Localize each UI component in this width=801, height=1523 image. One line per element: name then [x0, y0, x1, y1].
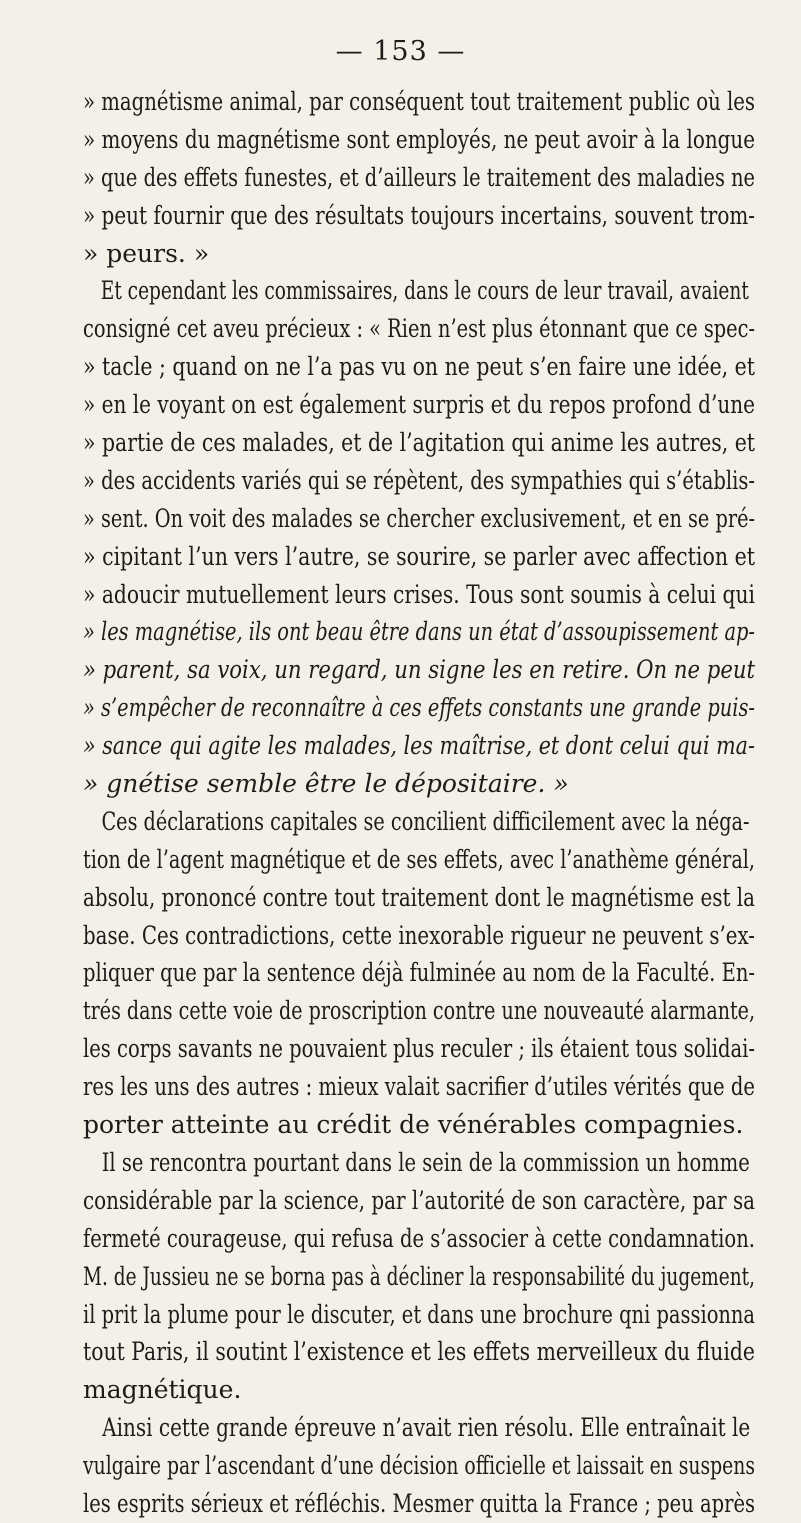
- text-line: magnétique.: [83, 1375, 242, 1405]
- body-text: [83, 83, 755, 1523]
- text-line: tion de l’agent magnétique et de ses effets, avec l’anathème général,: [83, 844, 756, 874]
- text-line: tout Paris, il soutint l’existence et les effets merveilleux du fluide: [83, 1337, 755, 1367]
- text-line: » cipitant l’un vers l’autre, se sourire, se parler avec affection et: [83, 541, 756, 571]
- text-line: » parent, sa voix, un regard, un signe les en retire. On ne peut: [83, 655, 756, 685]
- text-line: vulgaire par l’ascendant d’une décision officielle et laissait en suspens: [83, 1451, 756, 1481]
- text-line: » tacle ; quand on ne l’a pas vu on ne peut s’en faire une idée, et: [83, 352, 756, 382]
- text-line: » gnétise semble être le dépositaire. »: [83, 769, 569, 799]
- text-line: » les magnétise, ils ont beau être dans un état d’assoupissement ap-: [83, 617, 755, 647]
- text-line: base. Ces contradictions, cette inexorable rigueur ne peuvent s’ex-: [83, 920, 755, 950]
- text-line: » en le voyant on est également surpris et du repos profond d’une: [83, 390, 756, 420]
- text-line: considérable par la science, par l’autorité de son caractère, par sa: [83, 1185, 756, 1215]
- text-line: absolu, prononcé contre tout traitement dont le magnétisme est la: [83, 882, 756, 912]
- text-line: » moyens du magnétisme sont employés, ne peut avoir à la longue: [83, 124, 756, 154]
- text-line: » peurs. »: [83, 238, 210, 268]
- text-line: » partie de ces malades, et de l’agitation qui anime les autres, et: [83, 428, 756, 458]
- text-line: porter atteinte au crédit de vénérables compagnies.: [83, 1110, 744, 1140]
- text-line: Ainsi cette grande épreuve n’avait rien résolu. Elle entraînait le: [102, 1413, 751, 1443]
- text-line: les corps savants ne pouvaient plus reculer ; ils étaient tous solidai-: [83, 1034, 756, 1064]
- text-line: Ces déclarations capitales se concilient difficilement avec la néga-: [101, 806, 750, 836]
- text-line: fermeté courageuse, qui refusa de s’associer à cette condamnation.: [83, 1223, 755, 1253]
- text-line: Et cependant les commissaires, dans le cours de leur travail, avaient: [100, 276, 749, 306]
- text-line: les esprits sérieux et réfléchis. Mesmer quitta la France ; peu après: [83, 1488, 756, 1518]
- text-line: res les uns des autres : mieux valait sacrifier d’utiles vérités que de: [83, 1072, 755, 1102]
- text-line: consigné cet aveu précieux : « Rien n’est plus étonnant que ce spec-: [83, 314, 755, 344]
- text-line: » peut fournir que des résultats toujours incertains, souvent trom-: [83, 200, 756, 230]
- text-line: » magnétisme animal, par conséquent tout traitement public où les: [83, 87, 756, 116]
- text-line: » que des effets funestes, et d’ailleurs le traitement des maladies ne: [83, 162, 756, 192]
- text-line: Il se rencontra pourtant dans le sein de la commission un homme: [101, 1147, 750, 1177]
- page-number: — 153 —: [335, 36, 466, 67]
- text-line: pliquer que par la sentence déjà fulminée au nom de la Faculté. En-: [83, 958, 756, 988]
- text-line: » adoucir mutuellement leurs crises. Tous sont soumis à celui qui: [83, 579, 755, 609]
- text-line: M. de Jussieu ne se borna pas à décliner la responsabilité du jugement,: [83, 1261, 755, 1291]
- text-line: » s’empêcher de reconnaître à ces effets constants une grande puis-: [83, 693, 755, 723]
- text-line: » sent. On voit des malades se chercher exclusivement, et en se pré-: [83, 503, 756, 533]
- text-line: il prit la plume pour le discuter, et dans une brochure qni passionna: [83, 1299, 756, 1329]
- text-line: trés dans cette voie de proscription contre une nouveauté alarmante,: [83, 996, 756, 1026]
- text-line: » sance qui agite les malades, les maîtrise, et dont celui qui ma-: [83, 731, 755, 761]
- text-line: » des accidents variés qui se répètent, des sympathies qui s’établis-: [83, 465, 755, 495]
